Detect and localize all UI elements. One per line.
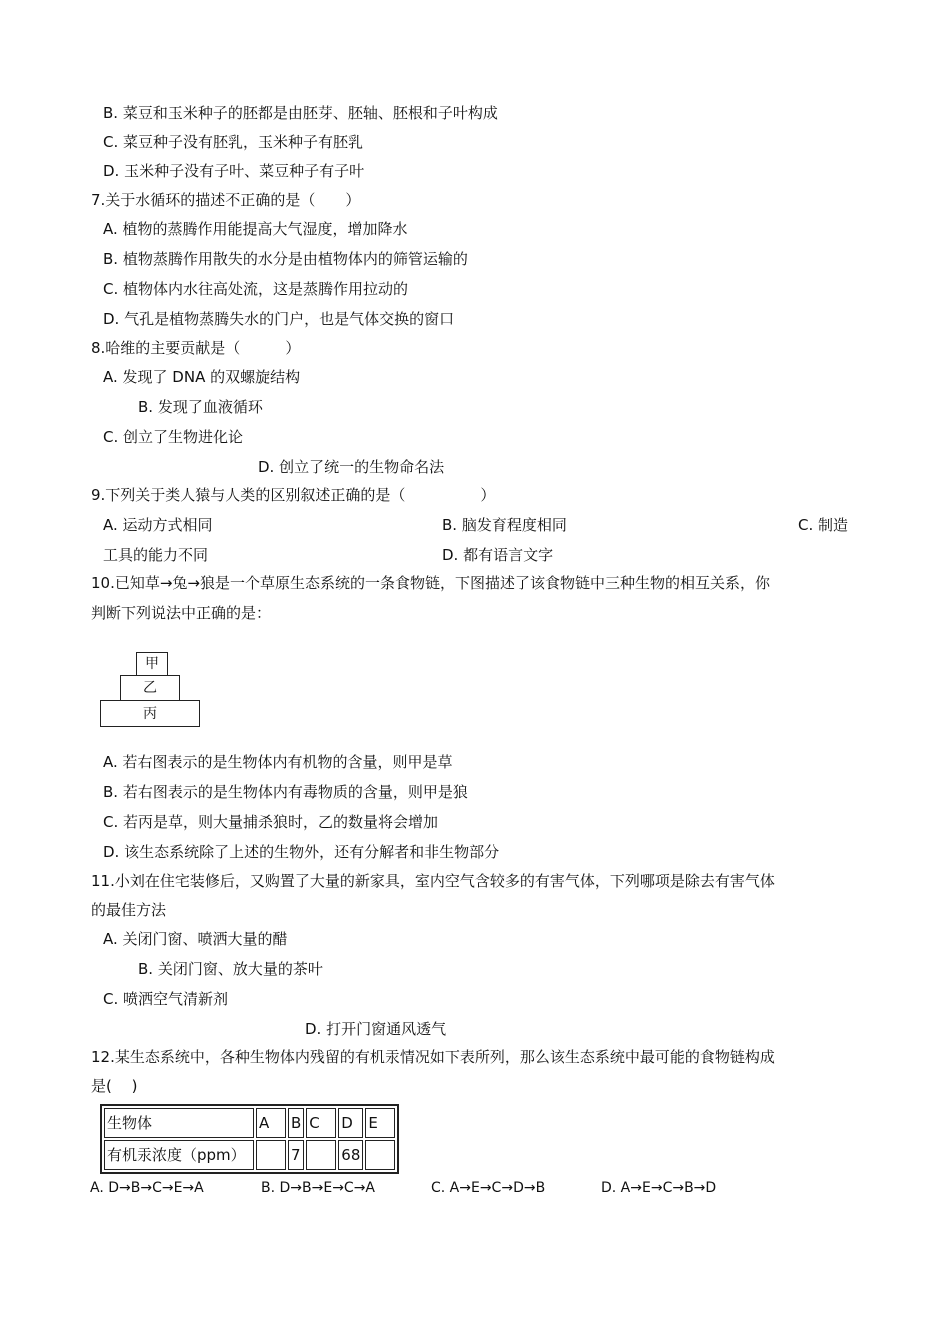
- q8-option-c: C. 创立了生物进化论: [103, 428, 244, 446]
- q9-option-c-continued: 工具的能力不同: [103, 546, 209, 564]
- q7-option-c: C. 植物体内水往高处流，这是蒸腾作用拉动的: [103, 280, 409, 298]
- q11-option-d: D. 打开门窗通风透气: [305, 1020, 447, 1038]
- q9-option-a: A. 运动方式相同: [103, 516, 213, 534]
- q12-option-a: A. D→B→C→E→A: [90, 1180, 204, 1196]
- table-row: [104, 1108, 395, 1138]
- table-header-cell: A: [256, 1108, 286, 1138]
- q8-option-d: D. 创立了统一的生物命名法: [258, 458, 445, 476]
- q9-option-c: C. 制造: [798, 516, 849, 534]
- energy-pyramid-diagram: [100, 652, 202, 727]
- q10-stem-line2: 判断下列说法中正确的是：: [91, 604, 272, 622]
- q6-option-c: C. 菜豆种子没有胚乳，玉米种子有胚乳: [103, 133, 364, 151]
- q6-option-d: D. 玉米种子没有子叶、菜豆种子有子叶: [103, 162, 365, 180]
- q7-option-d: D. 气孔是植物蒸腾失水的门户，也是气体交换的窗口: [103, 310, 455, 328]
- table-cell: 7: [288, 1140, 304, 1170]
- table-cell: [365, 1140, 395, 1170]
- table-header-cell: B: [288, 1108, 304, 1138]
- q12-option-b: B. D→B→E→C→A: [261, 1180, 376, 1196]
- q11-stem-line2: 的最佳方法: [91, 901, 167, 919]
- q7-option-a: A. 植物的蒸腾作用能提高大气湿度，增加降水: [103, 220, 408, 238]
- q12-option-c: C. A→E→C→D→B: [431, 1180, 546, 1196]
- table-cell: [256, 1140, 286, 1170]
- q11-option-a: A. 关闭门窗、喷洒大量的醋: [103, 930, 288, 948]
- q11-stem-line1: 11.小刘在住宅装修后，又购置了大量的新家具，室内空气含较多的有害气体，下列哪项是除去有害气体: [91, 872, 775, 890]
- mercury-concentration-table: [100, 1104, 399, 1174]
- q8-option-a: A. 发现了 DNA 的双螺旋结构: [103, 368, 301, 386]
- table-row: [104, 1140, 395, 1170]
- q12-stem-line2: 是( ): [91, 1077, 138, 1095]
- q10-option-b: B. 若右图表示的是生物体内有毒物质的含量，则甲是狼: [103, 783, 468, 801]
- q8-option-b: B. 发现了血液循环: [138, 398, 263, 416]
- q7-stem: 7.关于水循环的描述不正确的是（ ）: [91, 191, 361, 209]
- table-cell: 有机汞浓度（ppm）: [104, 1140, 254, 1170]
- q10-stem-line1: 10.已知草→兔→狼是一个草原生态系统的一条食物链，下图描述了该食物链中三种生物的相互关系，你: [91, 574, 770, 592]
- q9-stem: 9.下列关于类人猿与人类的区别叙述正确的是（ ）: [91, 486, 496, 504]
- table-cell: [306, 1140, 336, 1170]
- q6-option-b: B. 菜豆和玉米种子的胚都是由胚芽、胚轴、胚根和子叶构成: [103, 104, 498, 122]
- q9-option-d: D. 都有语言文字: [442, 546, 554, 564]
- q10-option-c: C. 若丙是草，则大量捕杀狼时，乙的数量将会增加: [103, 813, 439, 831]
- pyramid-level-top: 甲: [136, 652, 168, 676]
- pyramid-level-middle: 乙: [120, 675, 180, 701]
- table-header-cell: C: [306, 1108, 336, 1138]
- table-header-cell: D: [338, 1108, 363, 1138]
- q10-option-a: A. 若右图表示的是生物体内有机物的含量，则甲是草: [103, 753, 453, 771]
- q10-option-d: D. 该生态系统除了上述的生物外，还有分解者和非生物部分: [103, 843, 500, 861]
- table-cell: 68: [338, 1140, 363, 1170]
- q11-option-c: C. 喷洒空气清新剂: [103, 990, 229, 1008]
- table-header-cell: 生物体: [104, 1108, 254, 1138]
- table-header-cell: E: [365, 1108, 395, 1138]
- q12-stem-line1: 12.某生态系统中，各种生物体内残留的有机汞情况如下表所列，那么该生态系统中最可能的食物链构成: [91, 1048, 775, 1066]
- q8-stem: 8.哈维的主要贡献是（ ）: [91, 339, 301, 357]
- q9-option-b: B. 脑发育程度相同: [442, 516, 567, 534]
- q7-option-b: B. 植物蒸腾作用散失的水分是由植物体内的筛管运输的: [103, 250, 468, 268]
- q11-option-b: B. 关闭门窗、放大量的茶叶: [138, 960, 323, 978]
- pyramid-level-bottom: 丙: [100, 700, 200, 727]
- q12-option-d: D. A→E→C→B→D: [601, 1180, 717, 1196]
